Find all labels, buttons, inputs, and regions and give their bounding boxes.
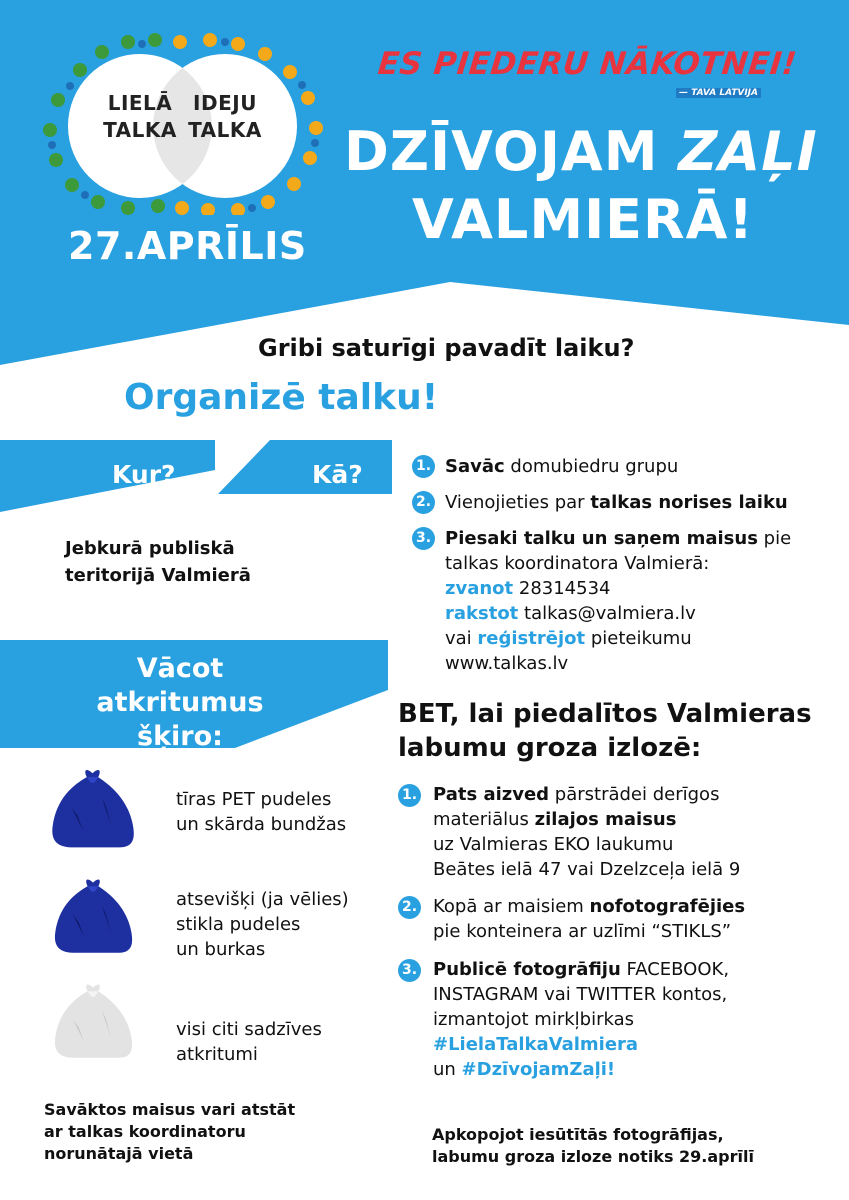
- bet-step-3-text: [433, 957, 729, 1082]
- bag-2-line1: atsevišķi (ja vēlies): [176, 889, 349, 910]
- register-label: reģistrējot: [477, 628, 586, 649]
- bet-title: [398, 697, 812, 765]
- bet-step-3-l5-pre: un: [433, 1059, 462, 1080]
- email-address[interactable]: talkas@valmiera.lv: [518, 603, 696, 624]
- bet-step-2-l2: pie konteinera ar uzlīmi “STIKLS”: [433, 921, 732, 942]
- footer-note-line2: labumu groza izloze notiks 29.aprīlī: [432, 1147, 754, 1166]
- bet-step-2-pre: Kopā ar maisiem: [433, 896, 590, 917]
- website-link[interactable]: www.talkas.lv: [445, 653, 569, 674]
- how-step-2-pre: Vienojieties par: [445, 492, 591, 513]
- ka-tag-shape: [218, 440, 392, 494]
- how-step-3-rest: pie: [757, 528, 792, 549]
- bags-note-line2: ar talkas koordinatoru: [44, 1122, 246, 1141]
- bag-2-line3: un burkas: [176, 939, 266, 960]
- where-answer-line2: teritorijā Valmierā: [65, 565, 251, 586]
- bet-step-3-l3: izmantojot mirkļbirkas: [433, 1009, 634, 1030]
- bag-1-label: [176, 787, 346, 837]
- where-answer-line1: Jebkurā publiskā: [65, 538, 235, 559]
- step-number-badge: 1.: [398, 784, 421, 807]
- logo-right-line1: IDEJU: [193, 91, 257, 115]
- headline: [344, 118, 844, 254]
- bet-step-2-bold: nofotografējies: [589, 896, 746, 917]
- footer-note: [432, 1124, 754, 1168]
- how-step-2-bold: talkas norises laiku: [590, 492, 788, 513]
- slogan-attribution: — TAVA LATVIJA: [676, 88, 761, 98]
- register-pre: vai: [445, 628, 478, 649]
- headline-line2: VALMIERĀ!: [412, 188, 755, 251]
- headline-line1-prefix: DZĪVOJAM: [344, 120, 679, 183]
- how-step-3-line2: talkas koordinatora Valmierā:: [445, 553, 710, 574]
- step-number-badge: 1.: [412, 455, 435, 478]
- logo-left-line1: LIELĀ: [107, 91, 173, 115]
- call-label: zvanot: [445, 578, 514, 599]
- hashtag-dzivojamzali[interactable]: #DzīvojamZaļi!: [461, 1059, 616, 1080]
- sort-title-line2: šķiro:: [137, 721, 223, 752]
- step-number-badge: 2.: [412, 491, 435, 514]
- kur-tag-shape: [0, 440, 215, 512]
- bag-1-line1: tīras PET pudeles: [176, 789, 332, 810]
- how-step-1-rest: domubiedru grupu: [504, 456, 679, 477]
- bet-step-1-l3: uz Valmieras EKO laukumu: [433, 834, 674, 855]
- bag-2-line2: stikla pudeles: [176, 914, 301, 935]
- bet-title-line2: labumu groza izlozē:: [398, 733, 702, 763]
- lielatalka-logo: [40, 30, 325, 215]
- question-heading: Gribi saturīgi pavadīt laiku?: [258, 334, 635, 362]
- bags-note-line3: norunātajā vietā: [44, 1144, 194, 1163]
- bet-step-1-rest: pārstrādei derīgos: [549, 784, 720, 805]
- bag-3-label: [176, 1017, 322, 1067]
- slogan: ES PIEDERU NĀKOTNEI!: [376, 46, 799, 82]
- bags-note-line1: Savāktos maisus vari atstāt: [44, 1100, 296, 1119]
- hashtag-lielatalkavalmiera[interactable]: #LielaTalkaValmiera: [433, 1034, 639, 1055]
- bag-3-line1: visi citi sadzīves: [176, 1019, 322, 1040]
- bags-note: [44, 1099, 295, 1165]
- bag-2-label: [176, 887, 349, 962]
- event-date: 27.APRĪLIS: [68, 224, 307, 268]
- headline-line1-italic: ZAĻI: [678, 120, 818, 183]
- logo-right-line2: TALKA: [188, 118, 262, 142]
- bet-step-1-bold: Pats aizved: [433, 784, 550, 805]
- bag-1-line2: un skārda bundžas: [176, 814, 347, 835]
- step-number-badge: 3.: [412, 527, 435, 550]
- blue-bag-icon: [48, 870, 138, 960]
- how-step-2-text: [445, 490, 788, 515]
- where-answer: [65, 535, 251, 589]
- sort-title-line1: Vācot atkritumus: [96, 653, 264, 718]
- how-tag: Kā?: [312, 460, 363, 489]
- footer-note-line1: Apkopojot iesūtītās fotogrāfijas,: [432, 1125, 724, 1144]
- write-label: rakstot: [445, 603, 519, 624]
- step-number-badge: 3.: [398, 959, 421, 982]
- phone-number[interactable]: 28314534: [513, 578, 611, 599]
- where-tag: Kur?: [112, 460, 176, 489]
- headline-line1: [344, 118, 844, 186]
- sort-title: [50, 652, 310, 754]
- register-post: pieteikumu: [585, 628, 692, 649]
- step-number-badge: 2.: [398, 896, 421, 919]
- bet-step-3-l2: INSTAGRAM vai TWITTER kontos,: [433, 984, 728, 1005]
- how-step-1-bold: Savāc: [445, 456, 505, 477]
- bet-step-3-rest: FACEBOOK,: [620, 959, 730, 980]
- organize-heading: Organizē talku!: [124, 377, 439, 418]
- how-step-1-text: [445, 454, 678, 479]
- logo-left-line2: TALKA: [103, 118, 177, 142]
- how-step-3-text: [445, 526, 791, 676]
- blue-bag-icon: [45, 760, 140, 855]
- bet-step-1-l4: Beātes ielā 47 vai Dzelzceļa ielā 9: [433, 859, 741, 880]
- bag-3-line2: atkritumi: [176, 1044, 258, 1065]
- bet-step-2-text: [433, 894, 745, 944]
- how-step-3-bold: Piesaki talku un saņem maisus: [445, 528, 758, 549]
- bet-step-1-l2-pre: materiālus: [433, 809, 535, 830]
- bet-step-1-text: [433, 782, 740, 882]
- white-bag-icon: [48, 975, 138, 1065]
- bet-step-3-bold: Publicē fotogrāfiju: [433, 959, 621, 980]
- bet-step-1-l2-bold: zilajos maisus: [534, 809, 677, 830]
- logo-right-text: [170, 90, 280, 144]
- bet-title-line1: BET, lai piedalītos Valmieras: [398, 699, 812, 729]
